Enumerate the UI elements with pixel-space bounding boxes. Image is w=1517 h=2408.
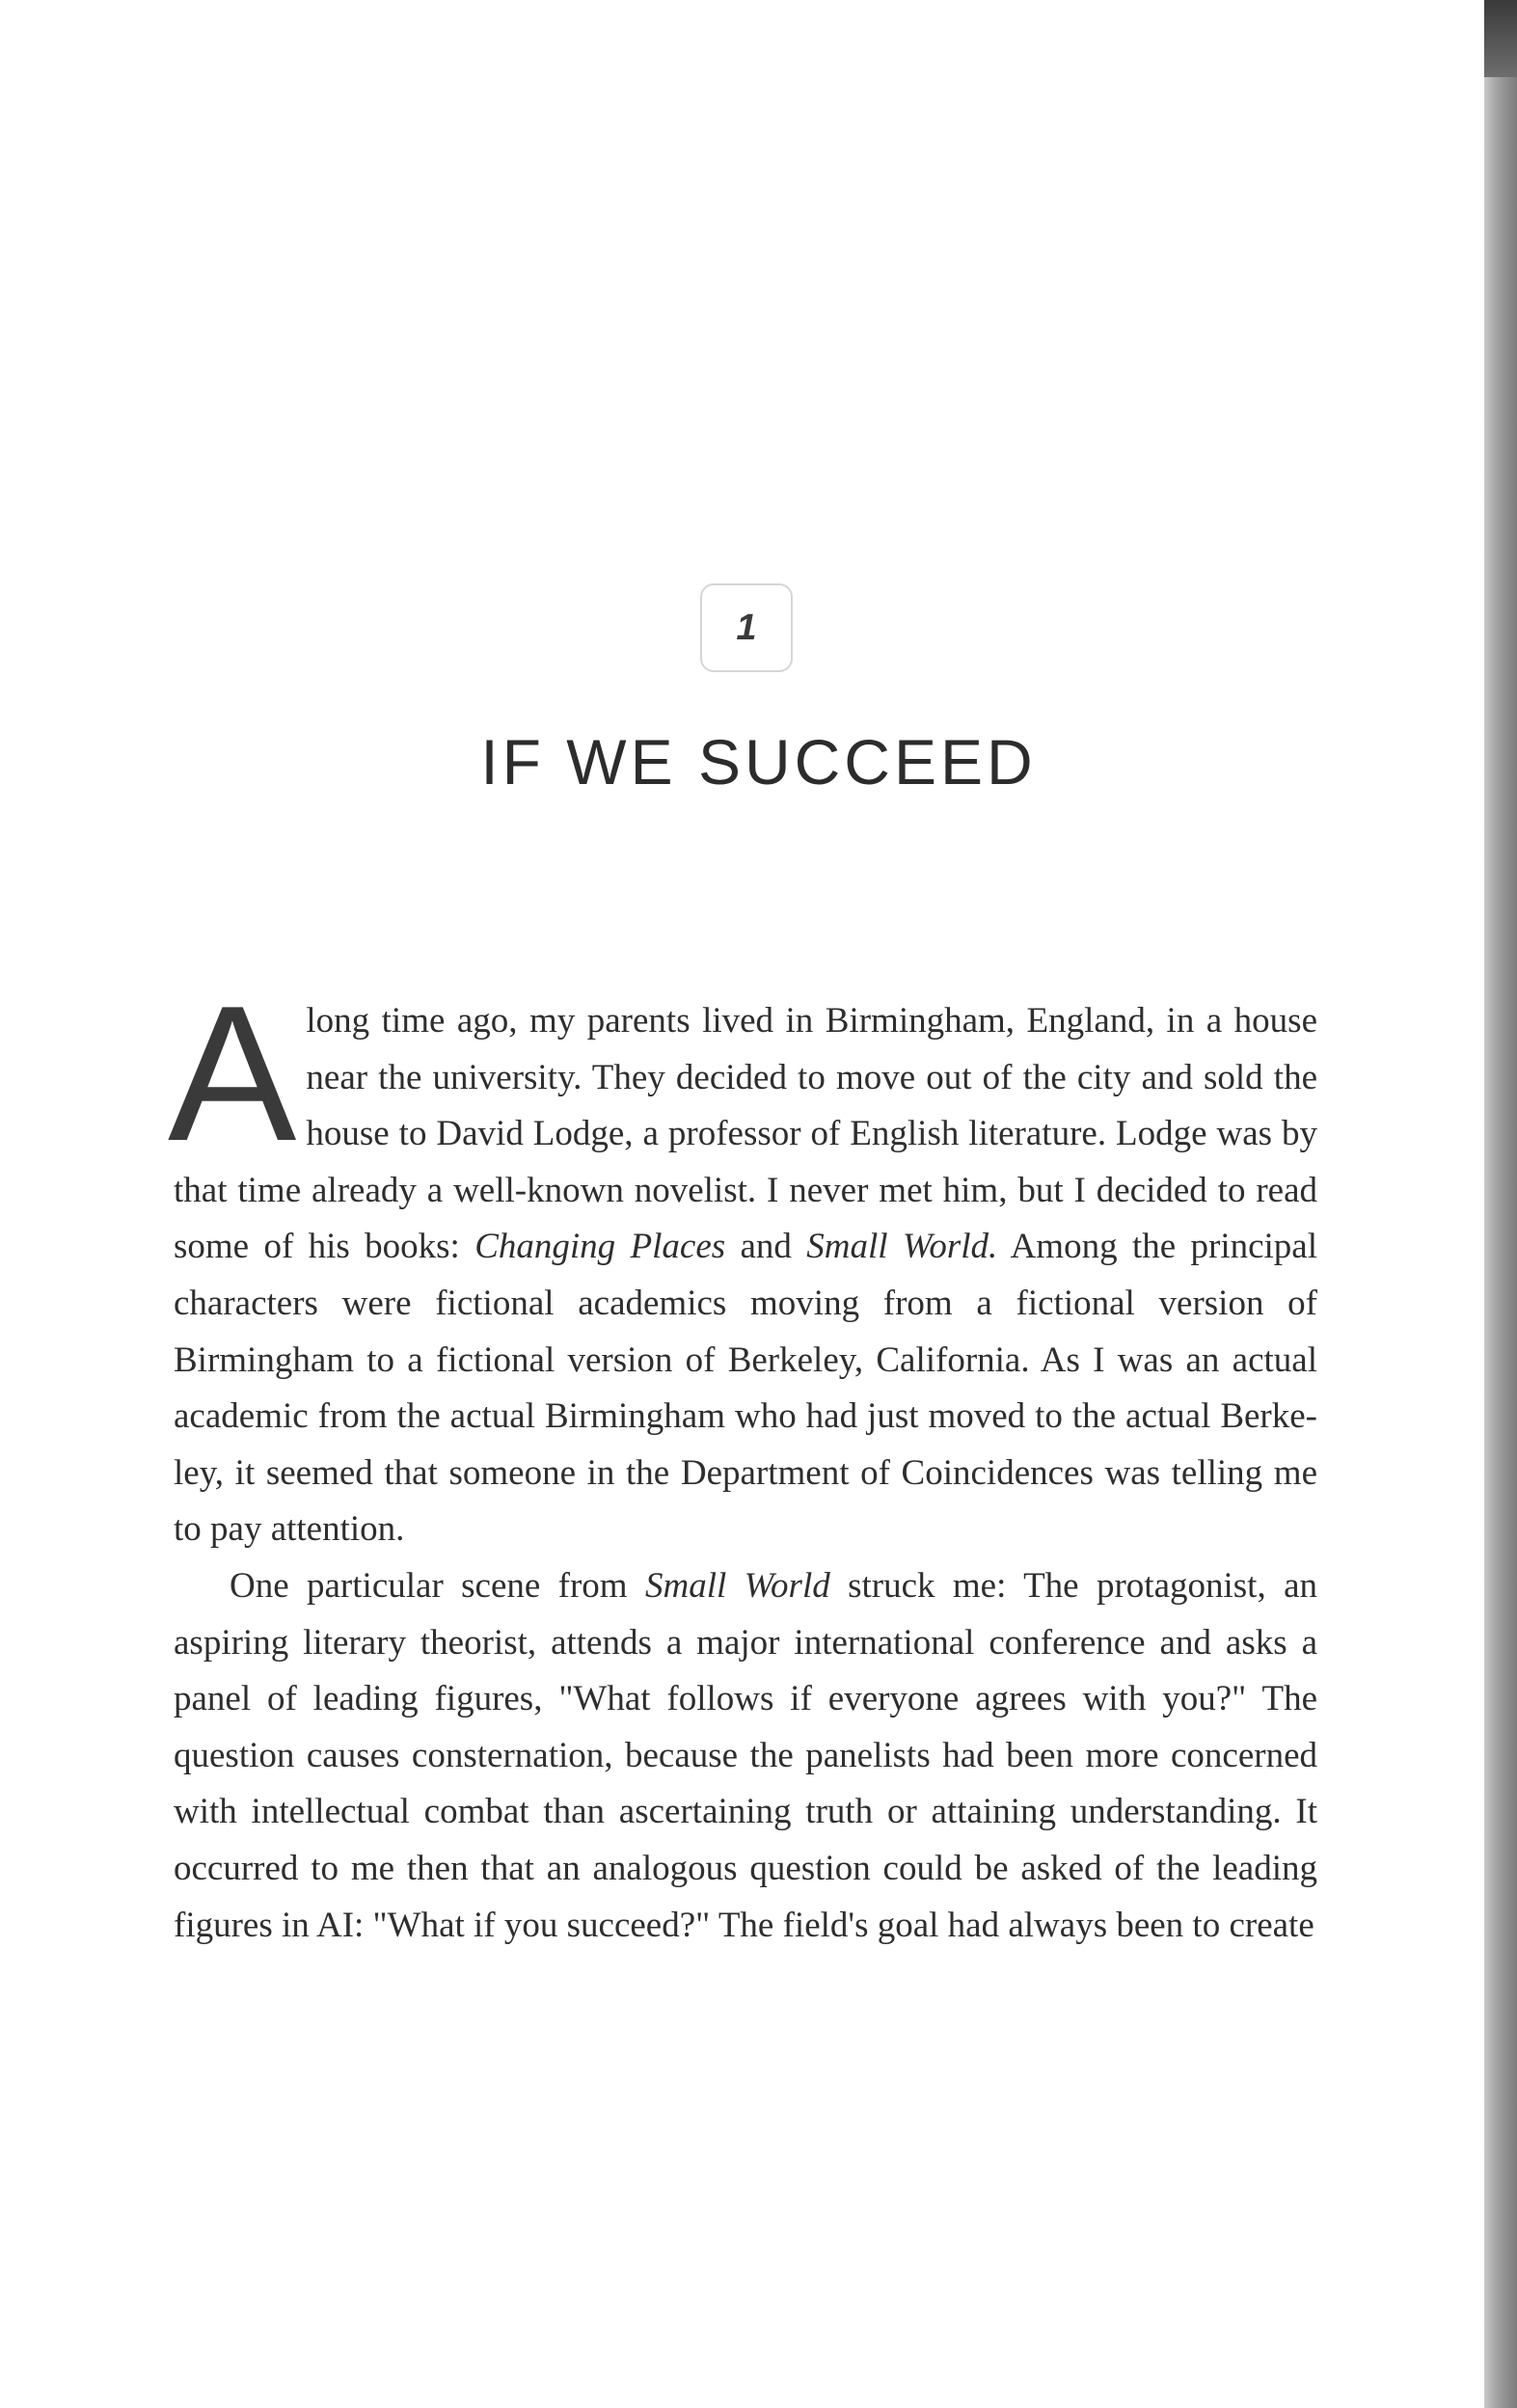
book-title-changing-places: Changing Places [474,1227,726,1267]
page-edge-corner [1484,0,1517,77]
paragraph-1-text-b: and [725,1227,807,1267]
paragraph-2 [174,1558,1317,1954]
paragraph-1-text-a: long time ago, my parents lived in Birmingham, England, in a house near the university. They decided to move out of the city and sold the house to David Lodge, a professor of English literature. Lodge was by that time already a well-known novelist. I never met him, but I decided to read some of his books: [174,1001,1317,1267]
paragraph-2-text-b: struck me: The protagonist, an aspiring literary theorist, attends a major international conference and asks a panel of leading figures, "What follows if everyone agrees with you?" The question causes consternation, because the panelists had been more concerned with intellectual combat than ascertaining truth or attaining understanding. It occurred to me then that an analogous question could be asked of the leading figures in AI: "What if you succeed?" The field's goal had always been to create [174,1565,1317,1945]
chapter-title: IF WE SUCCEED [480,726,1037,798]
page-edge-shadow [1484,0,1517,2408]
paragraph-1-text-c: Among the principal characters were fictional academics moving from a fictional version of Birmingham to a fictional version of Berkeley, California. As I was an actual academic from the actual Birmingham who had just moved to the actual Berkeley, it seemed that someone in the Department of Coincidences was telling me to pay attention. [174,1227,1318,1550]
paragraph-2-text-a: One particular scene from [230,1565,645,1606]
chapter-body [168,966,1318,1954]
book-title-small-world-2: Small World [644,1565,830,1606]
book-title-small-world: Small World. [806,1227,998,1267]
drop-cap: A [168,966,297,1181]
chapter-number: 1 [700,583,793,672]
paragraph-1 [168,966,1318,1558]
